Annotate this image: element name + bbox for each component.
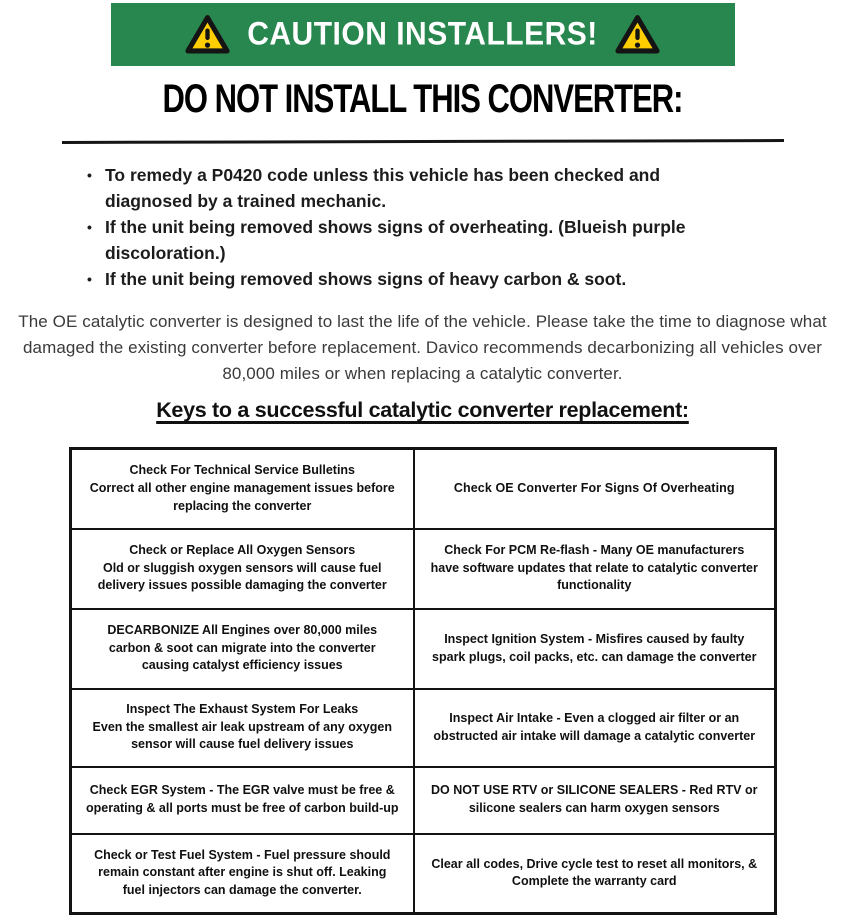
keys-heading	[0, 398, 845, 428]
tip-body: Even the smallest air leak upstream of any oxygen sensor will cause fuel delivery issues	[92, 719, 392, 752]
table-row	[70, 529, 775, 609]
tip-cell	[70, 834, 414, 914]
table-row	[70, 689, 775, 767]
tip-cell	[414, 449, 775, 529]
tip-cell	[414, 529, 775, 609]
headline-text: DO NOT INSTALL THIS CONVERTER:	[162, 75, 683, 122]
explanation-paragraph: The OE catalytic converter is designed to last the life of the vehicle. Please take the time to diagnose what damaged the existing converter before replacement. Davico recommends decarbonizing all vehicles over 80,000 miles or when replacing a catalytic converter.	[18, 312, 827, 383]
banner-title: CAUTION INSTALLERS!	[247, 16, 598, 52]
tip-cell	[414, 609, 775, 689]
warning-item: • If the unit being removed shows signs of heavy carbon & soot.	[86, 266, 738, 292]
tip-body: Check or Test Fuel System - Fuel pressure should remain constant after engine is shut off. Leaking fuel injectors can damage the converter.	[94, 847, 391, 898]
tip-cell	[70, 767, 414, 834]
warning-item: • To remedy a P0420 code unless this vehicle has been checked and diagnosed by a trained mechanic.	[86, 162, 738, 214]
table-row	[70, 449, 775, 529]
caution-banner	[111, 3, 735, 66]
tip-body: Clear all codes, Drive cycle test to reset all monitors, & Complete the warranty card	[431, 856, 758, 889]
tip-cell	[414, 834, 775, 914]
tip-body: Check EGR System - The EGR valve must be free & operating & all ports must be free of carbon build-up	[85, 783, 399, 815]
tip-body: Old or sluggish oxygen sensors will cause fuel delivery issues possible damaging the converter	[97, 560, 387, 593]
tip-body: Inspect Air Intake - Even a clogged air filter or an obstructed air intake will damage a catalytic converter	[433, 710, 756, 743]
table-row	[70, 609, 775, 689]
tip-body: DO NOT USE RTV or SILICONE SEALERS - Red RTV or silicone sealers can harm oxygen sensors	[431, 783, 758, 815]
tip-body: DECARBONIZE All Engines over 80,000 miles carbon & soot can migrate into the converter causing catalyst efficiency issues	[107, 622, 378, 673]
tip-title: Check or Replace All Oxygen Sensors	[129, 542, 356, 557]
divider-rule	[61, 139, 783, 144]
table-row	[70, 767, 775, 834]
keys-heading-text: Keys to a successful catalytic converter replacement:	[156, 398, 689, 422]
tip-cell	[70, 529, 414, 609]
table-row	[70, 834, 775, 914]
tip-cell	[70, 449, 414, 529]
tip-cell	[70, 689, 414, 767]
tip-cell	[70, 609, 414, 689]
tip-cell	[414, 689, 775, 767]
tip-title: Inspect The Exhaust System For Leaks	[126, 701, 359, 716]
tip-body: Inspect Ignition System - Misfires caused by faulty spark plugs, coil packs, etc. can damage the converter	[432, 631, 757, 664]
tip-body: Check For PCM Re-flash - Many OE manufacturers have software updates that relate to catalytic converter functionality	[430, 542, 758, 593]
warning-item: • If the unit being removed shows signs of overheating. (Blueish purple discoloration.)	[86, 214, 738, 266]
tips-table	[69, 447, 777, 915]
tip-body: Check OE Converter For Signs Of Overheating	[453, 480, 735, 495]
tip-title: Check For Technical Service Bulletins	[129, 463, 356, 478]
warning-triangle-icon	[614, 14, 661, 56]
tip-cell	[414, 767, 775, 834]
warning-triangle-icon	[184, 14, 231, 56]
tip-body: Correct all other engine management issues before replacing the converter	[89, 480, 395, 513]
warning-list	[86, 162, 738, 292]
headline	[0, 75, 845, 123]
